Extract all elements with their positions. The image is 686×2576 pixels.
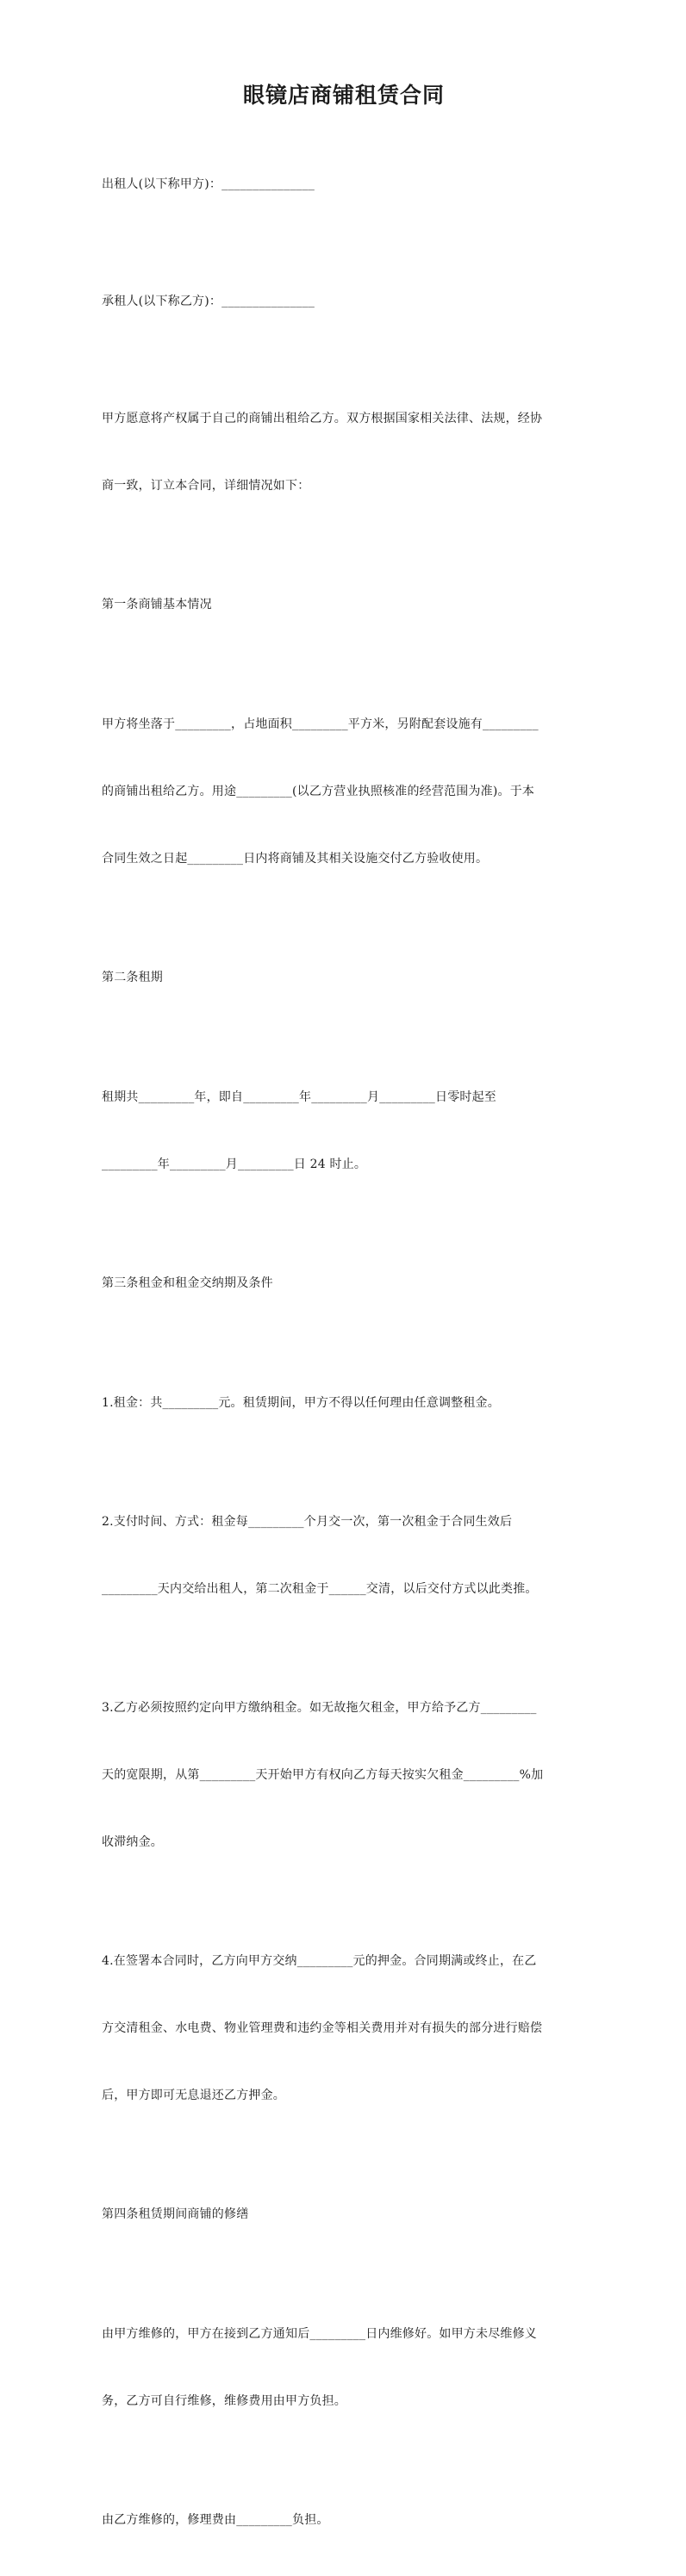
preamble-paragraph: 甲方愿意将产权属于自己的商铺出租给乙方。双方根据国家相关法律、法规，经协 商一致，订立本合同，详细情况如下：: [102, 412, 543, 493]
article-2-heading: 第二条租期: [102, 971, 163, 984]
article-4-heading: 第四条租赁期间商铺的修缮: [102, 2207, 249, 2221]
article-3-item-3: 3.乙方必须按照约定向甲方缴纳租金。如无故拖欠租金，甲方给予乙方_________ 天的宽限期，从第_________天开始甲方有权向乙方每天按实欠租金_________%加 收滞纳金。: [102, 1701, 544, 1849]
contract-page: [102, 0, 586, 2576]
article-1-body: 甲方将坐落于_________，占地面积_________平方米，另附配套设施有_________ 的商铺出租给乙方。用途_________(以乙方营业执照核准的经营范围为准)。于本 合同生效之日起_________日内将商铺及其相关设施交付乙方验收使用。: [102, 717, 539, 866]
article-3-item-1: 1.租金：共_________元。租赁期间，甲方不得以任何理由任意调整租金。: [102, 1396, 500, 1410]
article-1-heading: 第一条商铺基本情况: [102, 598, 212, 611]
lessor-line: 出租人(以下称甲方)：_______________: [102, 177, 315, 191]
document-title: 眼镜店商铺租赁合同: [242, 83, 445, 108]
article-3-heading: 第三条租金和租金交纳期及条件: [102, 1276, 273, 1290]
article-4-body-2: 由乙方维修的，修理费由_________负担。: [102, 2513, 329, 2527]
article-3-item-2: 2.支付时间、方式：租金每_________个月交一次，第一次租金于合同生效后 _________天内交给出租人，第二次租金于______交清，以后交付方式以此类推。: [102, 1515, 538, 1596]
article-2-body: 租期共_________年，即自_________年_________月_________日零时起至 _________年_________月_________日 24 时止。: [102, 1090, 496, 1171]
article-4-body-1: 由甲方维修的，甲方在接到乙方通知后_________日内维修好。如甲方未尽维修义 务，乙方可自行维修，维修费用由甲方负担。: [102, 2327, 537, 2408]
lessee-line: 承租人(以下称乙方)：_______________: [102, 295, 315, 308]
article-3-item-4: 4.在签署本合同时，乙方向甲方交纳_________元的押金。合同期满或终止，在乙 方交清租金、水电费、物业管理费和违约金等相关费用并对有损失的部分进行赔偿 后，甲方即可无息退还乙方押金。: [102, 1954, 543, 2102]
